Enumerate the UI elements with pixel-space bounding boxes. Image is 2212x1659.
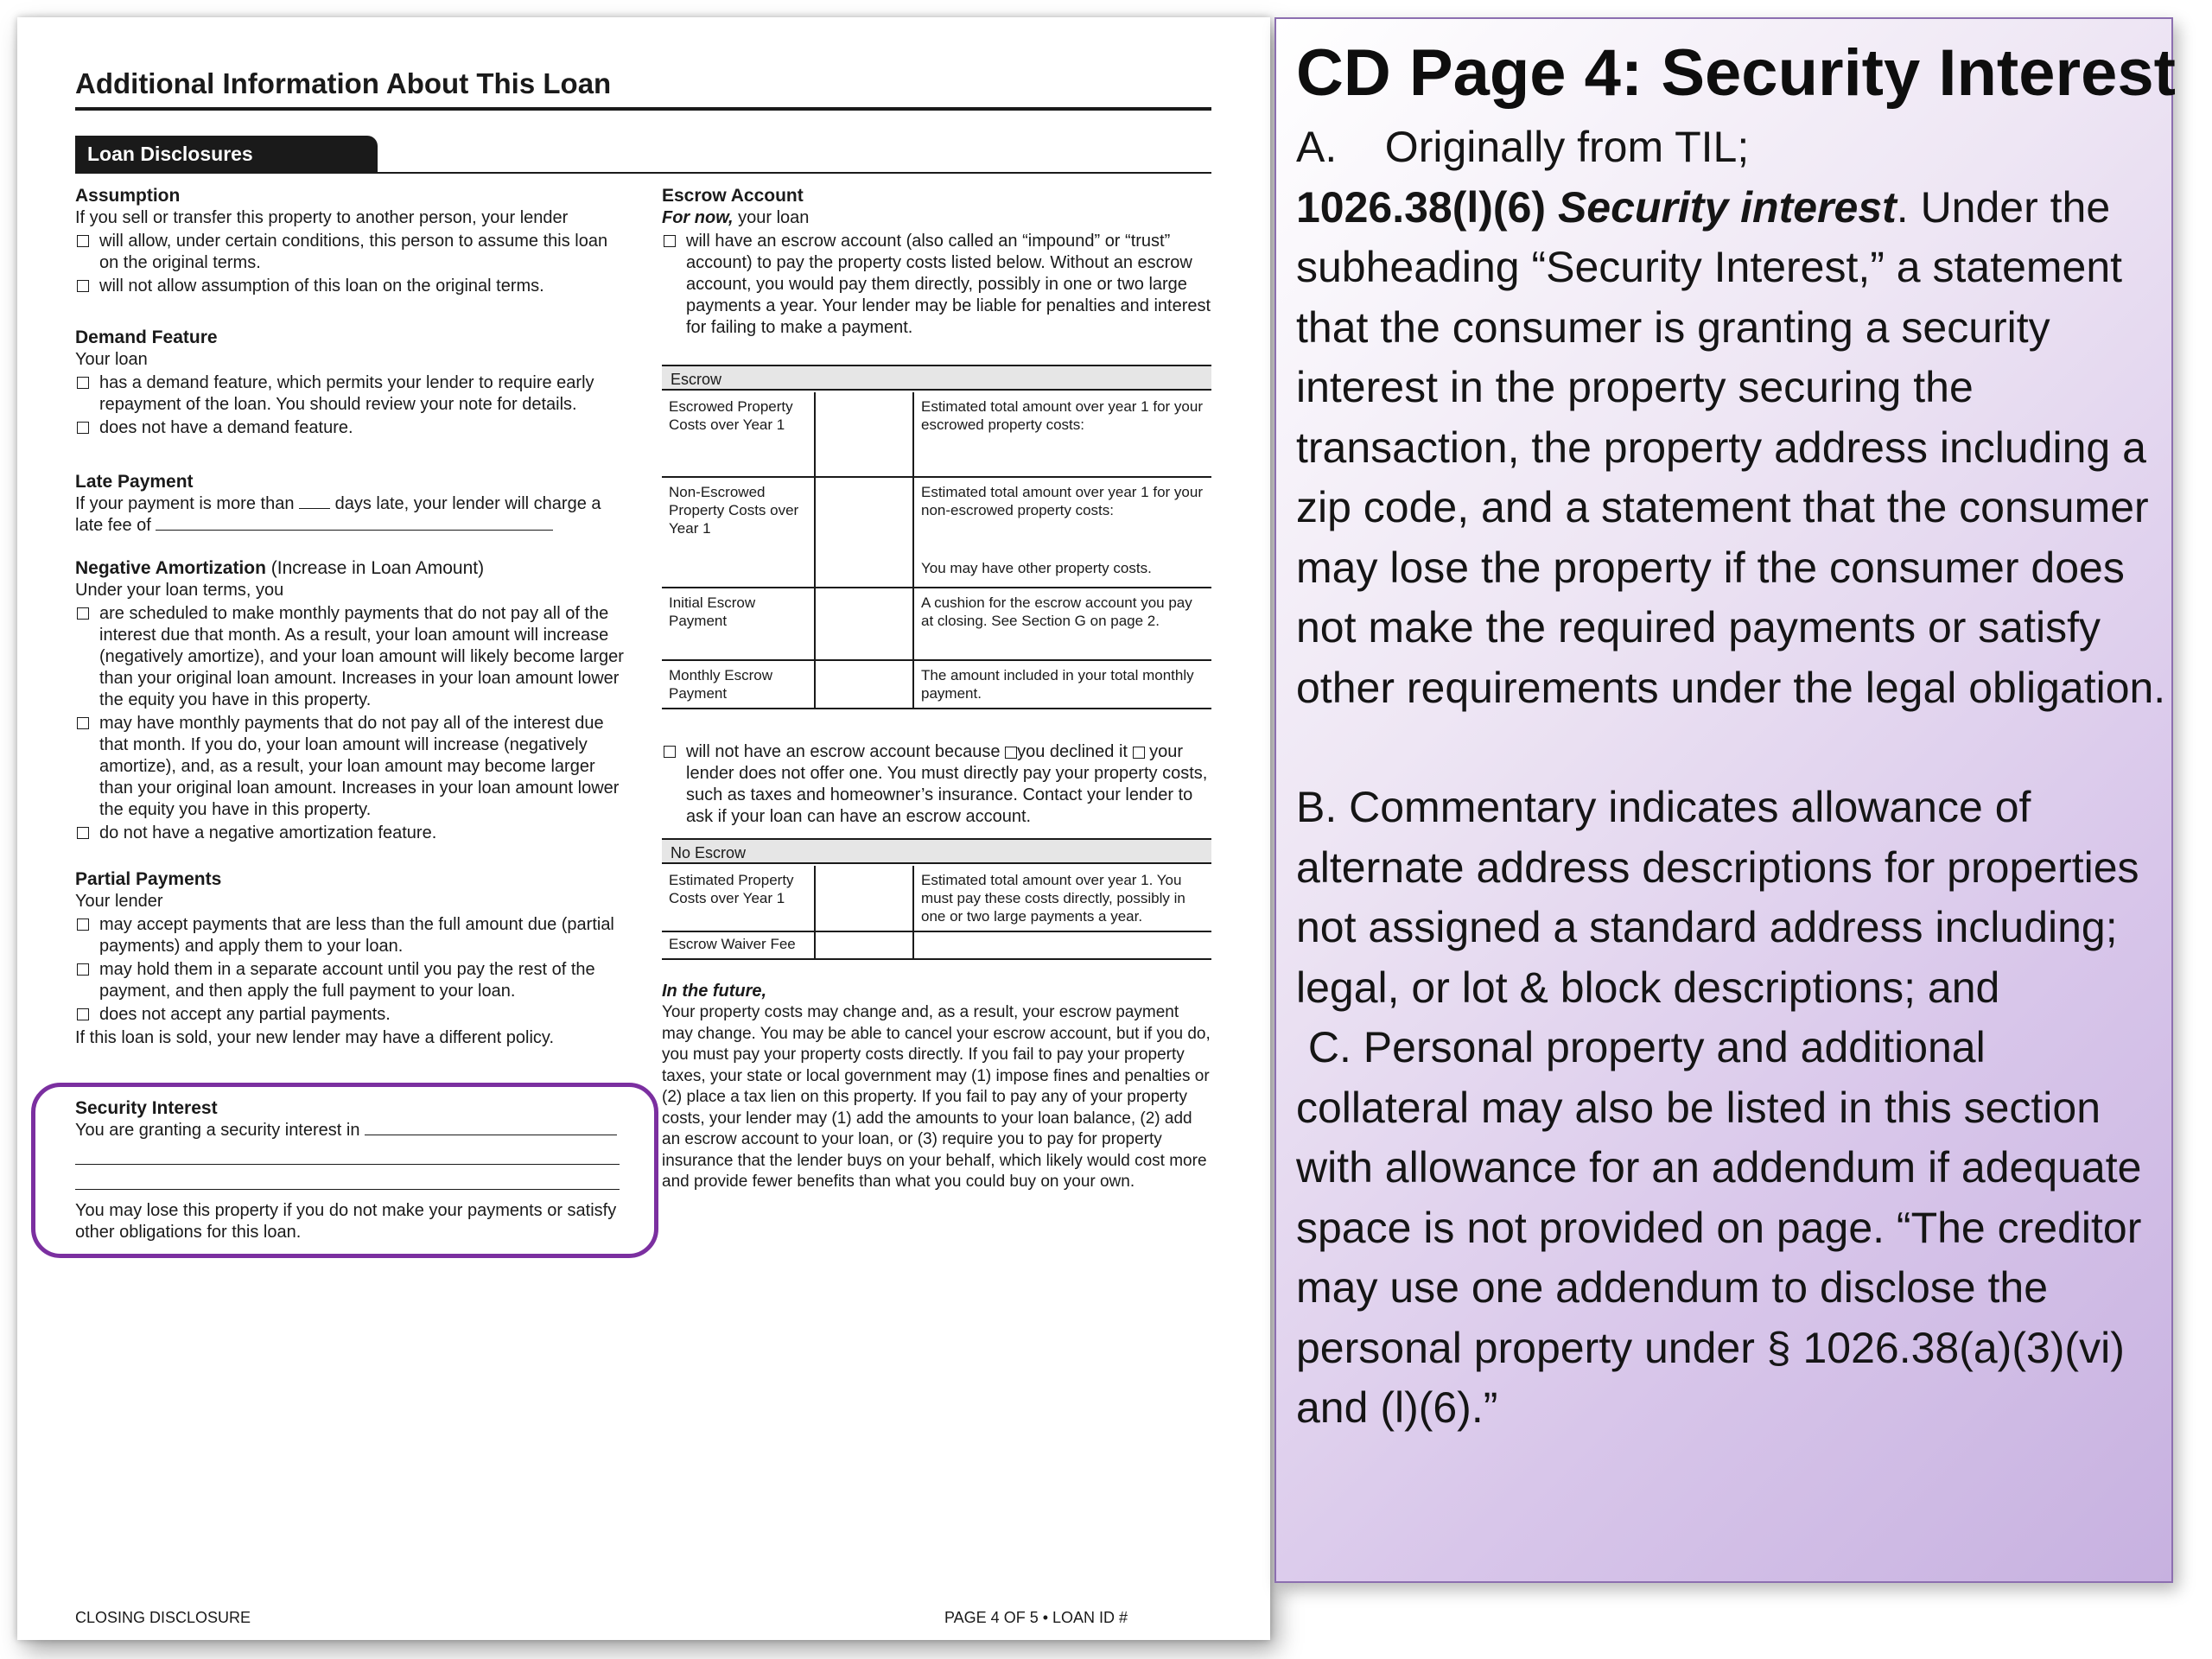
- assumption-section: [75, 185, 628, 299]
- demand-option-has[interactable]: has a demand feature, which permits your lender to require early repayment of the loan. You should review your note for details.: [75, 372, 628, 416]
- amount-cell[interactable]: [815, 392, 913, 477]
- checkbox[interactable]: [77, 280, 89, 292]
- partial-option-none[interactable]: does not accept any partial payments.: [75, 1004, 628, 1026]
- table-row: Escrowed Property Costs over Year 1 Estimated total amount over year 1 for your escrowed property costs:: [662, 392, 1211, 477]
- negam-option-none[interactable]: do not have a negative amortization feature.: [75, 823, 628, 844]
- spacer: [1296, 718, 2169, 778]
- checkbox-lender[interactable]: [1133, 747, 1145, 759]
- assumption-option-not-allow[interactable]: will not allow assumption of this loan on the original terms.: [75, 276, 628, 297]
- escrow-option-will-have[interactable]: will have an escrow account (also called an “impound” or “trust” account) to pay the property costs listed below. Without an escrow account, you would pay them directly, possibly in one or two large payments a year. Your lender may be liable for penalties and interest for failing to make a payment.: [662, 231, 1211, 339]
- demand-feature-section: [75, 327, 628, 441]
- amount-cell[interactable]: [815, 477, 913, 588]
- table-row: Escrow Waiver Fee: [662, 931, 1211, 959]
- partial-option-accept[interactable]: may accept payments that are less than the full amount due (partial payments) and apply them to your loan.: [75, 914, 628, 957]
- checkbox[interactable]: [77, 717, 89, 729]
- security-interest-highlight: [31, 1083, 658, 1258]
- panel-paragraph-b: B. Commentary indicates allowance of alternate address descriptions for properties not assigned a standard address including; legal, or lot & block descriptions; and: [1296, 783, 2139, 1012]
- negative-amortization-section: [75, 557, 628, 846]
- table-row: Estimated Property Costs over Year 1 Estimated total amount over year 1. You must pay these costs directly, possibly in one or two large payments a year.: [662, 866, 1211, 931]
- section-heading: Partial Payments: [75, 869, 222, 889]
- escrow-option-none-block: [662, 740, 1211, 830]
- days-blank[interactable]: [299, 508, 330, 509]
- amount-cell[interactable]: [815, 588, 913, 660]
- security-interest-text: You are granting a security interest in: [75, 1120, 628, 1141]
- checkbox[interactable]: [664, 746, 676, 758]
- checkbox[interactable]: [77, 235, 89, 247]
- late-fee-blank[interactable]: [156, 530, 553, 531]
- checkbox[interactable]: [664, 235, 676, 247]
- negam-option-may-have[interactable]: may have monthly payments that do not pay all of the interest due that month. If you do, your loan amount will increase (negatively amortize), and, as a result, your loan amount may become larger than your original loan amount. Increases in your loan amount lower the equity you have in this property.: [75, 713, 628, 821]
- checkbox[interactable]: [77, 827, 89, 839]
- future-text: Your property costs may change and, as a result, your escrow payment may change. You may be able to cancel your escrow account, but if you do, you must pay your property costs directly. If you fail to pay your property taxes, your state or local government may (1) impose fines and penalties or (2) place a tax lien on this property. If you fail to pay any of your property costs, your lender may (1) add the amounts to your loan balance, (2) add an escrow account to your loan, or (3) require you to pay for property insurance that the lender buys on your behalf, which likely would cost more and provide fewer benefits than what you could buy on your own.: [662, 1003, 1211, 1191]
- amount-cell[interactable]: [815, 866, 913, 931]
- panel-body: [1296, 118, 2169, 1439]
- checkbox[interactable]: [77, 422, 89, 434]
- late-payment-section: [75, 471, 628, 537]
- checkbox[interactable]: [77, 963, 89, 976]
- tab-loan-disclosures: Loan Disclosures: [75, 136, 378, 172]
- checkbox[interactable]: [77, 607, 89, 620]
- late-payment-text: If your payment is more than days late, your lender will charge a late fee of: [75, 494, 601, 535]
- future-section: [662, 980, 1211, 1193]
- checkbox[interactable]: [77, 1008, 89, 1020]
- assumption-option-allow[interactable]: will allow, under certain conditions, this person to assume this loan on the original terms.: [75, 231, 628, 274]
- section-heading: Demand Feature: [75, 327, 218, 347]
- checkbox[interactable]: [77, 377, 89, 389]
- panel-citation-paragraph: 1026.38(l)(6) Security interest. Under the subheading “Security Interest,” a statement that the consumer is granting a security interest in the property securing the transaction, the property address including a zip code, and a statement that the consumer may lose the property if the consumer does not make the required payments or satisfy other requirements under the legal obligation.: [1296, 182, 2166, 712]
- section-heading: Security Interest: [75, 1098, 218, 1118]
- partial-payments-section: [75, 868, 628, 1049]
- escrow-table-header: Escrow: [662, 365, 1211, 391]
- demand-intro: Your loan: [75, 350, 148, 369]
- panel-paragraph-c: C. Personal property and additional collateral may also be listed in this section with allowance for an addendum if adequate space is not provided on page. “The creditor may use one addendum to disclose the personal property under § 1026.38(a)(3)(vi) and (l)(6).”: [1296, 1023, 2154, 1432]
- security-warning: You may lose this property if you do not make your payments or satisfy other obligations for this loan.: [75, 1201, 617, 1242]
- escrow-account-section: [662, 185, 1211, 340]
- amount-cell[interactable]: [815, 931, 913, 959]
- negam-intro: Under your loan terms, you: [75, 581, 284, 600]
- amount-cell[interactable]: [815, 660, 913, 709]
- panel-line-a: A. Originally from TIL;: [1296, 123, 1750, 171]
- section-heading: Assumption: [75, 186, 181, 206]
- escrow-option-will-not-have[interactable]: will not have an escrow account because you declined it your lender does not offer one. You must directly pay your property costs, such as taxes and homeowner’s insurance. Contact your lender to ask if your loan can have an escrow account.: [662, 741, 1211, 828]
- footer-right: PAGE 4 OF 5 • LOAN ID #: [944, 1609, 1128, 1626]
- page-title: Additional Information About This Loan: [75, 67, 1211, 111]
- panel-title: CD Page 4: Security Interest: [1296, 36, 2176, 110]
- section-tab-bar: [75, 136, 1211, 174]
- escrow-intro: For now, your loan: [662, 208, 810, 227]
- checkbox[interactable]: [77, 918, 89, 931]
- section-heading: Late Payment: [75, 472, 194, 492]
- partial-note: If this loan is sold, your new lender may have a different policy.: [75, 1028, 554, 1047]
- no-escrow-table: [662, 866, 1211, 960]
- table-row: Initial Escrow Payment A cushion for the escrow account you pay at closing. See Section G on page 2.: [662, 588, 1211, 660]
- negam-option-scheduled[interactable]: are scheduled to make monthly payments that do not pay all of the interest due that month. As a result, your loan amount will increase (negatively amortize), and your loan amount will likely become larger than your original loan amount. Increases in your loan amount lower the equity you have in this property.: [75, 603, 628, 711]
- no-escrow-table-header: No Escrow: [662, 838, 1211, 864]
- table-row: Non-Escrowed Property Costs over Year 1 Estimated total amount over year 1 for your non-escrowed property costs: You may have other property costs.: [662, 477, 1211, 588]
- escrow-table: [662, 392, 1211, 709]
- demand-option-not[interactable]: does not have a demand feature.: [75, 417, 628, 439]
- future-heading: In the future,: [662, 982, 767, 1001]
- checkbox-declined[interactable]: [1005, 747, 1017, 759]
- assumption-intro: If you sell or transfer this property to another person, your lender: [75, 208, 569, 227]
- section-heading: Negative Amortization (Increase in Loan Amount): [75, 558, 485, 578]
- footer-left: CLOSING DISCLOSURE: [75, 1609, 251, 1626]
- section-heading: Escrow Account: [662, 186, 804, 206]
- partial-intro: Your lender: [75, 892, 163, 911]
- partial-option-hold[interactable]: may hold them in a separate account until you pay the rest of the payment, and then apply the full payment to your loan.: [75, 959, 628, 1002]
- table-row: Monthly Escrow Payment The amount included in your total monthly payment.: [662, 660, 1211, 709]
